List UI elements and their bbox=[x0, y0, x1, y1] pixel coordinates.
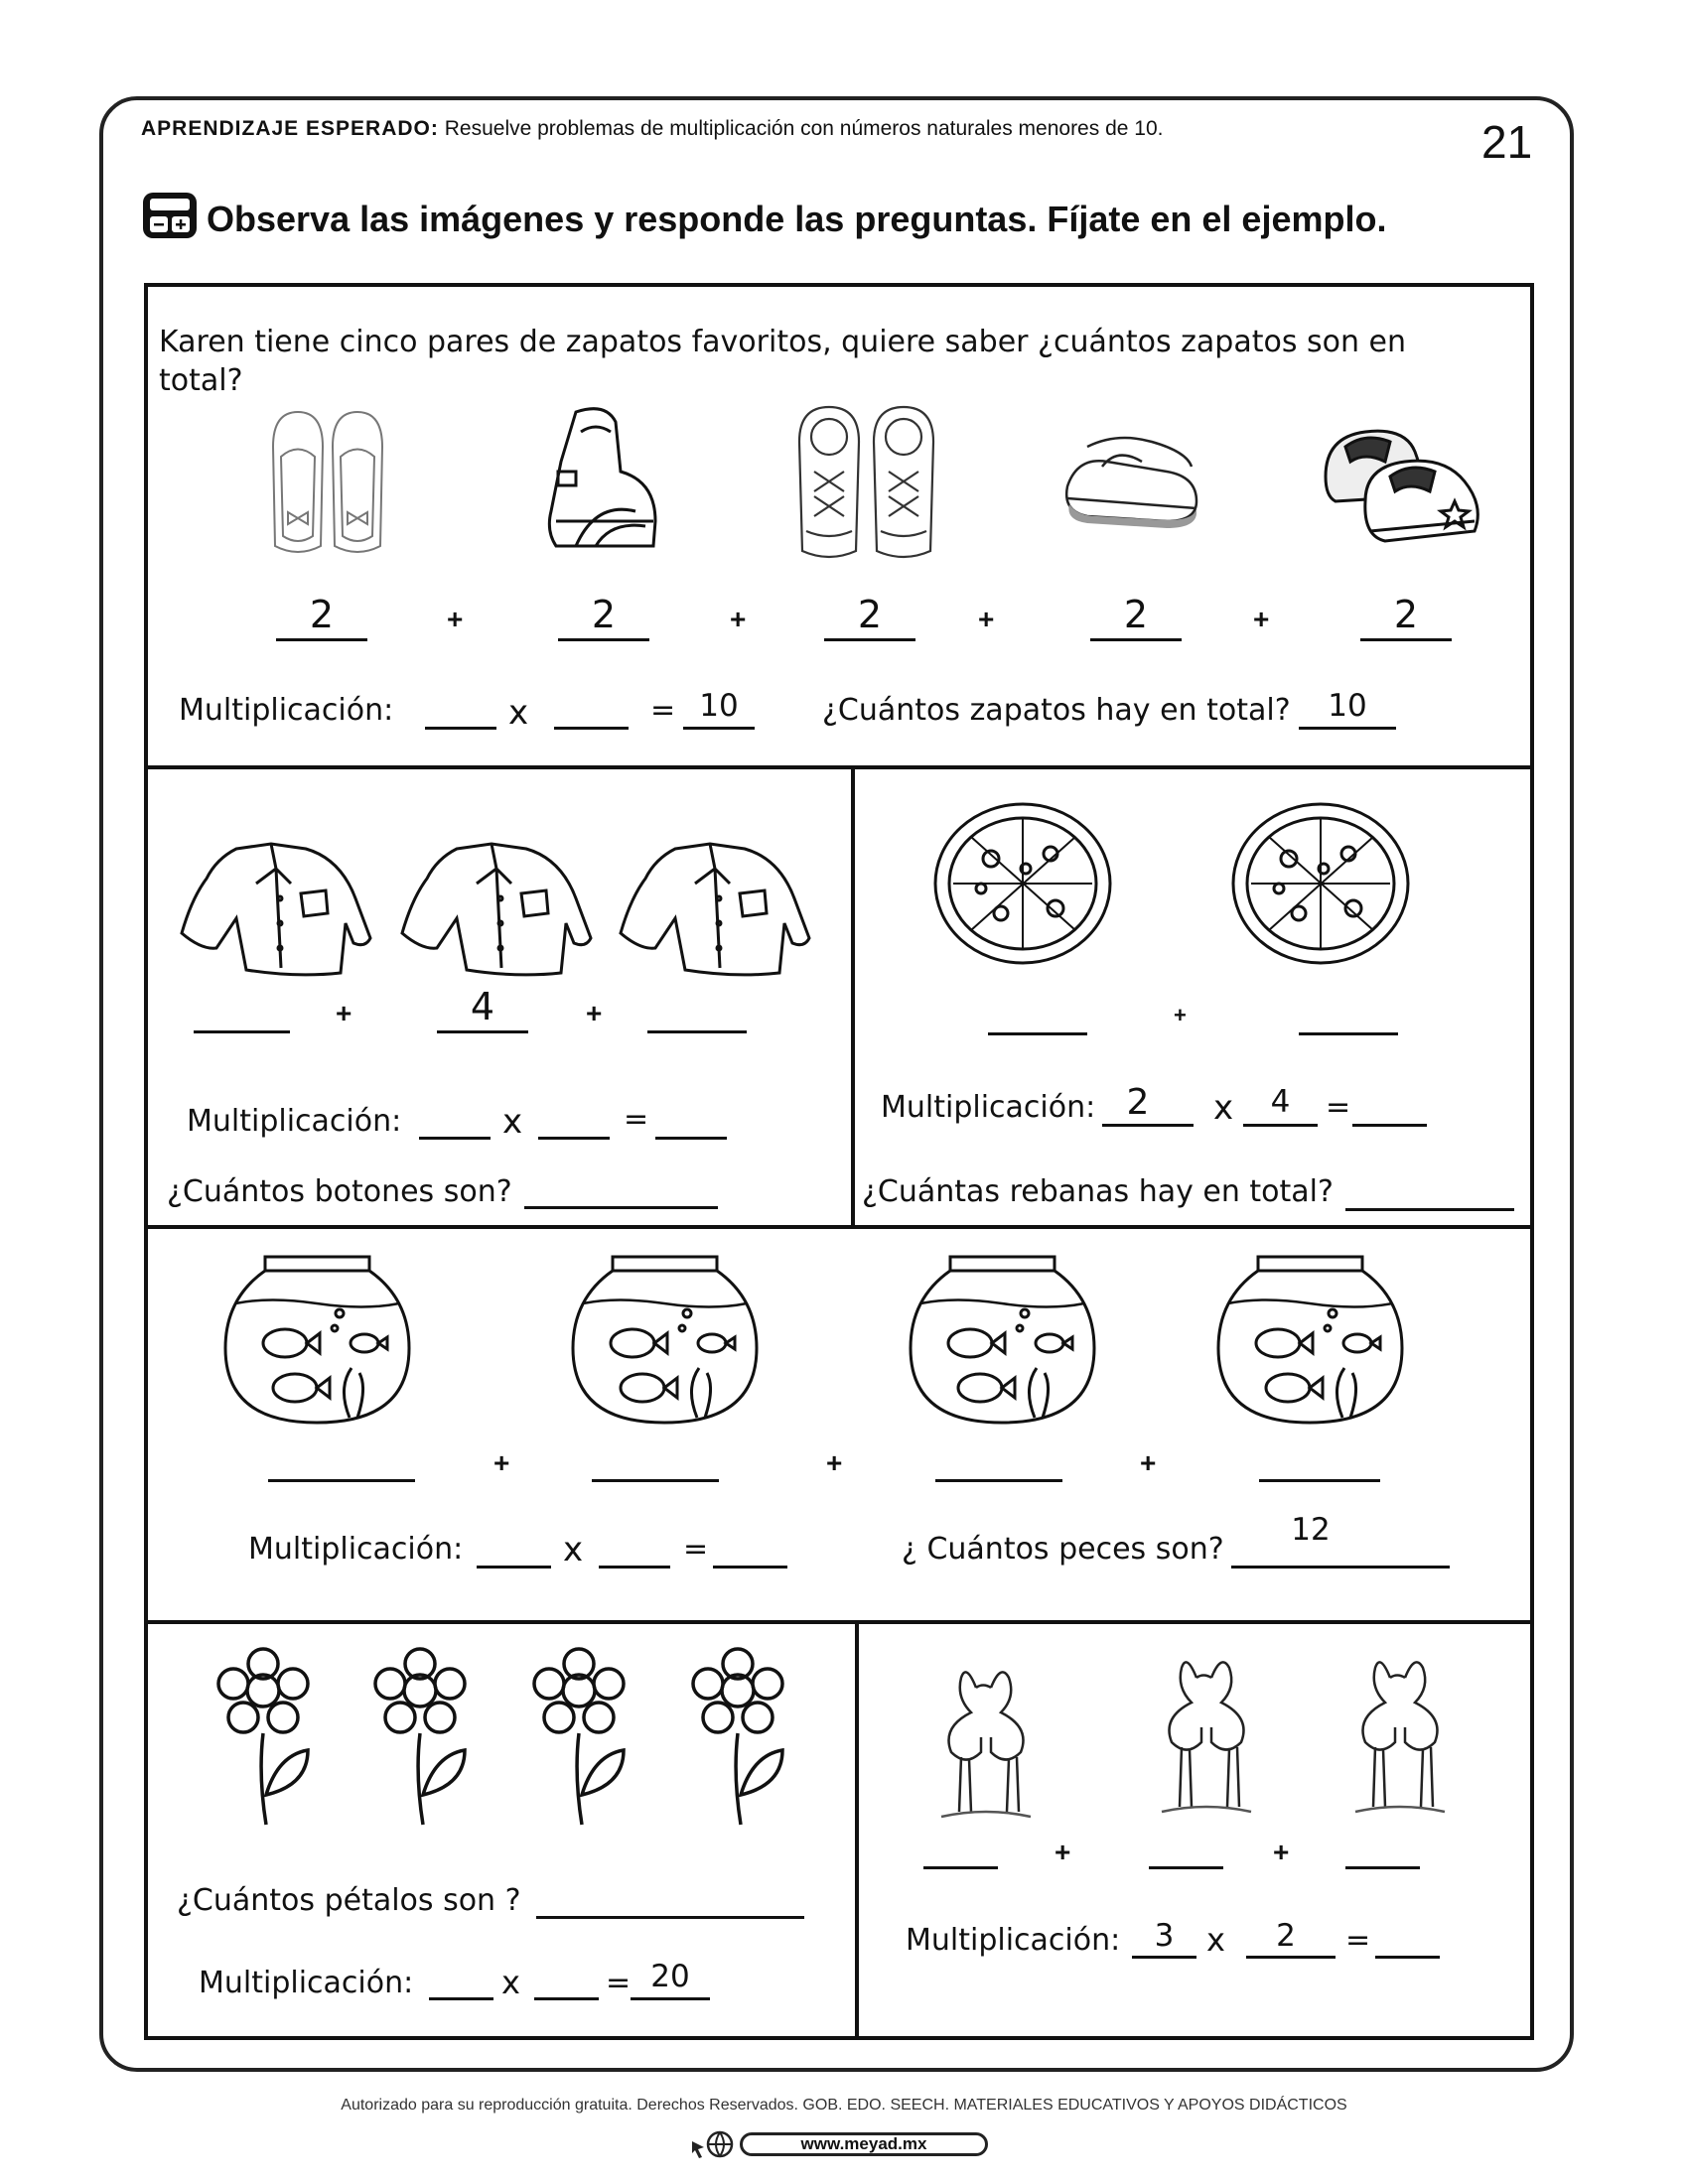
instruction-text: Observa las imágenes y responde las preguntas. Fíjate en el ejemplo. bbox=[207, 199, 1387, 239]
shoes-prompt-line2: total? bbox=[159, 363, 243, 398]
shirts-product-blank bbox=[655, 1137, 727, 1140]
flamingos-factor1-blank bbox=[1132, 1956, 1196, 1959]
plus-sign: + bbox=[447, 604, 464, 634]
boot-icon bbox=[536, 402, 665, 556]
shirt-icon bbox=[177, 839, 375, 978]
flowers-mult-label: Multiplicación: bbox=[199, 1966, 414, 2000]
shoes-addend-3: 2 bbox=[857, 593, 883, 636]
shoes-addend-blank-5 bbox=[1360, 638, 1452, 641]
times-sign: x bbox=[1213, 1088, 1234, 1128]
flamingos-addend-blank-1 bbox=[923, 1866, 998, 1869]
shoes-product: 10 bbox=[699, 688, 739, 724]
shoes-answer-blank bbox=[1299, 727, 1396, 730]
pizzas-question: ¿Cuántas rebanas hay en total? bbox=[862, 1174, 1334, 1209]
fishbowl-icon bbox=[1213, 1249, 1407, 1428]
shoes-addend-blank-3 bbox=[824, 638, 915, 641]
flower-icon bbox=[365, 1646, 475, 1830]
star-shoe-icon bbox=[1316, 407, 1489, 551]
mary-jane-shoe-icon bbox=[1057, 417, 1206, 536]
objective-label: APRENDIZAJE ESPERADO: bbox=[141, 117, 439, 140]
flower-icon bbox=[209, 1646, 318, 1830]
plus-sign: + bbox=[1140, 1447, 1157, 1478]
times-sign: x bbox=[502, 1102, 523, 1142]
equals-sign: = bbox=[606, 1966, 632, 2000]
shirt-icon bbox=[616, 839, 814, 978]
shoes-prompt-line1: Karen tiene cinco pares de zapatos favoritos, quiere saber ¿cuántos zapatos son en bbox=[159, 325, 1407, 359]
fishbowl-icon bbox=[220, 1249, 414, 1428]
flowers-factor1-blank bbox=[429, 1997, 493, 2000]
flowers-product-blank bbox=[631, 1997, 710, 2000]
pizzas-factor1-blank bbox=[1102, 1124, 1194, 1127]
plus-sign: + bbox=[826, 1447, 843, 1478]
flamingos-mult-label: Multiplicación: bbox=[906, 1923, 1121, 1958]
fishbowls-mult-label: Multiplicación: bbox=[248, 1532, 464, 1567]
footer-rights: Autorizado para su reproducción gratuita. Derechos Reservados. GOB. EDO. SEECH. MATERIALES EDUCATIVOS Y APOYOS DIDÁCTICOS bbox=[341, 2097, 1347, 2114]
shirts-addend-blank-3 bbox=[647, 1030, 747, 1033]
website-link[interactable]: www.meyad.mx bbox=[740, 2132, 988, 2156]
shoes-product-blank bbox=[683, 727, 755, 730]
shirts-factor1-blank bbox=[419, 1137, 491, 1140]
times-sign: x bbox=[563, 1530, 584, 1570]
plus-sign: + bbox=[336, 998, 352, 1028]
shoes-addend-4: 2 bbox=[1123, 593, 1149, 636]
shoes-factor1-blank bbox=[425, 727, 496, 730]
shirts-addend-blank-1 bbox=[194, 1030, 290, 1033]
flamingos-addend-blank-2 bbox=[1149, 1866, 1223, 1869]
shoes-addend-blank-2 bbox=[558, 638, 649, 641]
shoes-addend-5: 2 bbox=[1393, 593, 1419, 636]
shoes-question: ¿Cuántos zapatos hay en total? bbox=[822, 693, 1291, 728]
pizzas-answer-blank bbox=[1345, 1208, 1514, 1211]
flower-icon bbox=[683, 1646, 792, 1830]
equals-sign: = bbox=[624, 1102, 649, 1137]
shoes-addend-blank-4 bbox=[1090, 638, 1182, 641]
fishbowls-answer-blank bbox=[1231, 1566, 1450, 1569]
shoes-factor2-blank bbox=[554, 727, 629, 730]
equals-sign: = bbox=[1326, 1090, 1351, 1125]
flamingos-factor2-blank bbox=[1246, 1956, 1336, 1959]
shirt-icon bbox=[397, 839, 596, 978]
fishbowls-addend-blank-3 bbox=[935, 1479, 1062, 1482]
shirts-answer-blank bbox=[524, 1206, 718, 1209]
pizzas-addend-blank-1 bbox=[988, 1032, 1087, 1035]
flowers-question: ¿Cuántos pétalos son ? bbox=[177, 1883, 521, 1918]
pizzas-factor1: 2 bbox=[1126, 1082, 1150, 1123]
page-number: 21 bbox=[1481, 116, 1533, 168]
flowers-factor2-blank bbox=[534, 1997, 599, 2000]
fishbowls-addend-blank-2 bbox=[592, 1479, 719, 1482]
fishbowls-product-blank bbox=[713, 1566, 787, 1569]
plus-sign: + bbox=[493, 1447, 510, 1478]
flamingos-addend-blank-3 bbox=[1345, 1866, 1420, 1869]
shirts-mult-label: Multiplicación: bbox=[187, 1104, 402, 1139]
pizza-icon bbox=[931, 799, 1115, 968]
fishbowls-addend-blank-1 bbox=[268, 1479, 415, 1482]
plus-sign: + bbox=[1253, 604, 1270, 634]
shoes-addend-1: 2 bbox=[309, 593, 335, 636]
pizzas-mult-label: Multiplicación: bbox=[881, 1090, 1096, 1125]
equals-sign: = bbox=[683, 1532, 709, 1567]
pizzas-product-blank bbox=[1352, 1124, 1427, 1127]
fishbowl-icon bbox=[906, 1249, 1099, 1428]
shirts-question: ¿Cuántos botones son? bbox=[167, 1174, 512, 1209]
times-sign: x bbox=[508, 693, 529, 733]
shoes-addend-2: 2 bbox=[591, 593, 617, 636]
pizzas-factor2-blank bbox=[1243, 1124, 1318, 1127]
fishbowls-factor1-blank bbox=[477, 1566, 551, 1569]
plus-sign: + bbox=[586, 998, 603, 1028]
objective-text: Resuelve problemas de multiplicación con números naturales menores de 10. bbox=[444, 117, 1164, 140]
calculator-icon bbox=[141, 191, 199, 240]
plus-sign: + bbox=[730, 604, 747, 634]
fishbowls-factor2-blank bbox=[599, 1566, 670, 1569]
flamingo-pair-icon bbox=[921, 1658, 1051, 1827]
fishbowls-addend-blank-4 bbox=[1259, 1479, 1380, 1482]
flower-icon bbox=[524, 1646, 633, 1830]
times-sign: x bbox=[501, 1964, 520, 2001]
equals-sign: = bbox=[650, 693, 676, 728]
shirts-factor2-blank bbox=[538, 1137, 610, 1140]
learning-objective bbox=[141, 117, 1163, 141]
times-sign: x bbox=[1206, 1921, 1225, 1959]
flamingo-pair-icon bbox=[1142, 1648, 1271, 1822]
pizzas-factor2: 4 bbox=[1270, 1084, 1291, 1120]
flamingos-product-blank bbox=[1375, 1956, 1440, 1959]
flamingos-factor2: 2 bbox=[1276, 1918, 1296, 1954]
fishbowls-answer: 12 bbox=[1291, 1512, 1331, 1548]
plus-sign: + bbox=[1273, 1837, 1290, 1867]
flowers-answer-blank bbox=[536, 1916, 804, 1919]
flowers-product: 20 bbox=[650, 1959, 690, 1994]
shirts-addend-2: 4 bbox=[470, 985, 495, 1028]
shirts-addend-blank-2 bbox=[437, 1030, 528, 1033]
flamingo-pair-icon bbox=[1345, 1648, 1455, 1822]
sneaker-icon bbox=[784, 402, 948, 566]
shoes-addend-blank-1 bbox=[276, 638, 367, 641]
plus-sign: + bbox=[978, 604, 995, 634]
pizza-icon bbox=[1229, 799, 1413, 968]
fishbowls-question: ¿ Cuántos peces son? bbox=[902, 1532, 1224, 1567]
plus-sign: + bbox=[1174, 1003, 1187, 1027]
shoe-pair-icon bbox=[253, 407, 402, 561]
pizzas-addend-blank-2 bbox=[1299, 1032, 1398, 1035]
equals-sign: = bbox=[1345, 1923, 1371, 1958]
shoes-mult-label: Multiplicación: bbox=[179, 693, 394, 728]
fishbowl-icon bbox=[568, 1249, 762, 1428]
plus-sign: + bbox=[1055, 1837, 1071, 1867]
globe-cursor-icon bbox=[690, 2127, 738, 2161]
flamingos-factor1: 3 bbox=[1154, 1918, 1175, 1954]
shoes-answer: 10 bbox=[1328, 688, 1367, 724]
